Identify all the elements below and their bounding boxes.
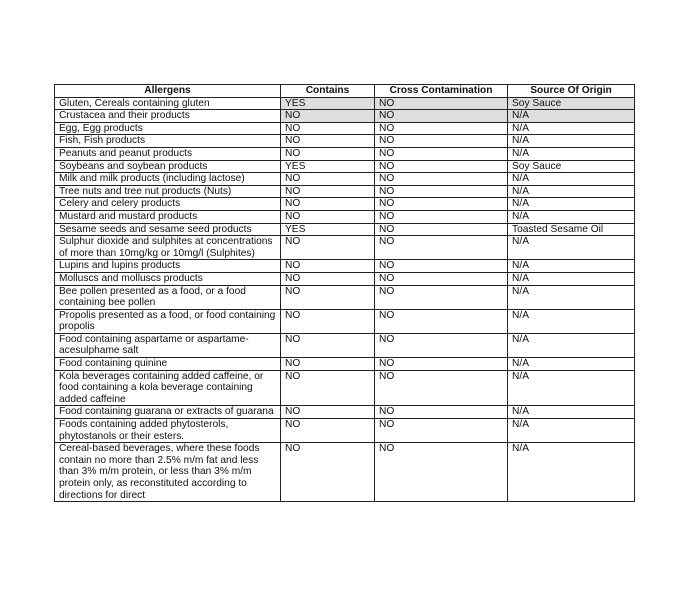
cell-contains: NO	[281, 358, 375, 371]
cell-allergen: Celery and celery products	[55, 198, 281, 211]
cell-contains: NO	[281, 210, 375, 223]
table-row	[55, 272, 635, 285]
cell-allergen: Milk and milk products (including lactose)	[55, 173, 281, 186]
cell-cross-contamination: NO	[375, 260, 508, 273]
cell-allergen: Molluscs and molluscs products	[55, 272, 281, 285]
cell-allergen: Lupins and lupins products	[55, 260, 281, 273]
table-row	[55, 210, 635, 223]
table-row	[55, 122, 635, 135]
cell-cross-contamination: NO	[375, 223, 508, 236]
cell-allergen: Food containing quinine	[55, 358, 281, 371]
cell-allergen: Propolis presented as a food, or food containing propolis	[55, 309, 281, 333]
cell-contains: NO	[281, 370, 375, 406]
cell-source: N/A	[508, 419, 635, 443]
cell-source: N/A	[508, 285, 635, 309]
cell-allergen: Sesame seeds and sesame seed products	[55, 223, 281, 236]
cell-source: N/A	[508, 122, 635, 135]
cell-allergen: Foods containing added phytosterols, phytostanols or their esters.	[55, 419, 281, 443]
cell-source: N/A	[508, 236, 635, 260]
cell-cross-contamination: NO	[375, 160, 508, 173]
allergen-document	[54, 84, 634, 502]
cell-allergen: Kola beverages containing added caffeine, or food containing a kola beverage containing added caffeine	[55, 370, 281, 406]
header-allergens: Allergens	[55, 85, 281, 98]
table-row	[55, 198, 635, 211]
cell-cross-contamination: NO	[375, 147, 508, 160]
table-body	[55, 97, 635, 502]
cell-contains: NO	[281, 110, 375, 123]
table-row	[55, 370, 635, 406]
cell-source: N/A	[508, 135, 635, 148]
table-row	[55, 173, 635, 186]
cell-source: Soy Sauce	[508, 97, 635, 110]
cell-cross-contamination: NO	[375, 173, 508, 186]
cell-contains: NO	[281, 419, 375, 443]
cell-cross-contamination: NO	[375, 135, 508, 148]
cell-cross-contamination: NO	[375, 198, 508, 211]
cell-source: N/A	[508, 272, 635, 285]
cell-source: Toasted Sesame Oil	[508, 223, 635, 236]
cell-allergen: Gluten, Cereals containing gluten	[55, 97, 281, 110]
cell-allergen: Fish, Fish products	[55, 135, 281, 148]
cell-allergen: Sulphur dioxide and sulphites at concentrations of more than 10mg/kg or 10mg/l (Sulphites)	[55, 236, 281, 260]
cell-contains: NO	[281, 185, 375, 198]
table-row	[55, 135, 635, 148]
table-row	[55, 285, 635, 309]
cell-cross-contamination: NO	[375, 309, 508, 333]
cell-source: N/A	[508, 443, 635, 502]
table-row	[55, 333, 635, 357]
cell-cross-contamination: NO	[375, 122, 508, 135]
cell-allergen: Tree nuts and tree nut products (Nuts)	[55, 185, 281, 198]
cell-contains: NO	[281, 260, 375, 273]
cell-contains: NO	[281, 406, 375, 419]
table-row	[55, 419, 635, 443]
cell-source: N/A	[508, 110, 635, 123]
table-row	[55, 223, 635, 236]
cell-source: N/A	[508, 147, 635, 160]
cell-contains: NO	[281, 122, 375, 135]
cell-source: N/A	[508, 370, 635, 406]
cell-contains: NO	[281, 236, 375, 260]
table-row	[55, 160, 635, 173]
cell-source: N/A	[508, 309, 635, 333]
cell-allergen: Mustard and mustard products	[55, 210, 281, 223]
cell-source: N/A	[508, 406, 635, 419]
cell-cross-contamination: NO	[375, 185, 508, 198]
cell-cross-contamination: NO	[375, 110, 508, 123]
cell-contains: NO	[281, 198, 375, 211]
cell-contains: NO	[281, 333, 375, 357]
cell-cross-contamination: NO	[375, 370, 508, 406]
table-row	[55, 443, 635, 502]
cell-source: N/A	[508, 333, 635, 357]
table-row	[55, 147, 635, 160]
cell-source: N/A	[508, 358, 635, 371]
cell-contains: YES	[281, 223, 375, 236]
cell-contains: NO	[281, 443, 375, 502]
cell-source: N/A	[508, 198, 635, 211]
header-contains: Contains	[281, 85, 375, 98]
cell-allergen: Cereal-based beverages, where these foods contain no more than 2.5% m/m fat and less than 3% m/m protein, or less than 3% m/m protein only, as reconstituted according to directions for direct	[55, 443, 281, 502]
cell-allergen: Crustacea and their products	[55, 110, 281, 123]
allergen-table	[54, 84, 635, 502]
table-row	[55, 185, 635, 198]
table-row	[55, 309, 635, 333]
cell-contains: YES	[281, 160, 375, 173]
cell-allergen: Food containing aspartame or aspartame-acesulphame salt	[55, 333, 281, 357]
cell-cross-contamination: NO	[375, 419, 508, 443]
cell-contains: NO	[281, 147, 375, 160]
table-row	[55, 110, 635, 123]
cell-source: N/A	[508, 173, 635, 186]
cell-contains: NO	[281, 285, 375, 309]
cell-cross-contamination: NO	[375, 236, 508, 260]
cell-cross-contamination: NO	[375, 285, 508, 309]
table-row	[55, 406, 635, 419]
cell-cross-contamination: NO	[375, 272, 508, 285]
table-row	[55, 97, 635, 110]
cell-contains: NO	[281, 135, 375, 148]
cell-allergen: Peanuts and peanut products	[55, 147, 281, 160]
cell-contains: NO	[281, 272, 375, 285]
cell-allergen: Egg, Egg products	[55, 122, 281, 135]
cell-source: N/A	[508, 260, 635, 273]
table-row	[55, 358, 635, 371]
cell-cross-contamination: NO	[375, 406, 508, 419]
cell-allergen: Bee pollen presented as a food, or a food containing bee pollen	[55, 285, 281, 309]
cell-source: N/A	[508, 210, 635, 223]
cell-allergen: Soybeans and soybean products	[55, 160, 281, 173]
cell-contains: YES	[281, 97, 375, 110]
header-source-of-origin: Source Of Origin	[508, 85, 635, 98]
table-header-row	[55, 85, 635, 98]
table-row	[55, 236, 635, 260]
cell-cross-contamination: NO	[375, 210, 508, 223]
cell-source: Soy Sauce	[508, 160, 635, 173]
cell-source: N/A	[508, 185, 635, 198]
cell-cross-contamination: NO	[375, 333, 508, 357]
cell-allergen: Food containing guarana or extracts of guarana	[55, 406, 281, 419]
cell-contains: NO	[281, 173, 375, 186]
cell-cross-contamination: NO	[375, 443, 508, 502]
cell-cross-contamination: NO	[375, 358, 508, 371]
header-cross-contamination: Cross Contamination	[375, 85, 508, 98]
cell-contains: NO	[281, 309, 375, 333]
cell-cross-contamination: NO	[375, 97, 508, 110]
table-row	[55, 260, 635, 273]
